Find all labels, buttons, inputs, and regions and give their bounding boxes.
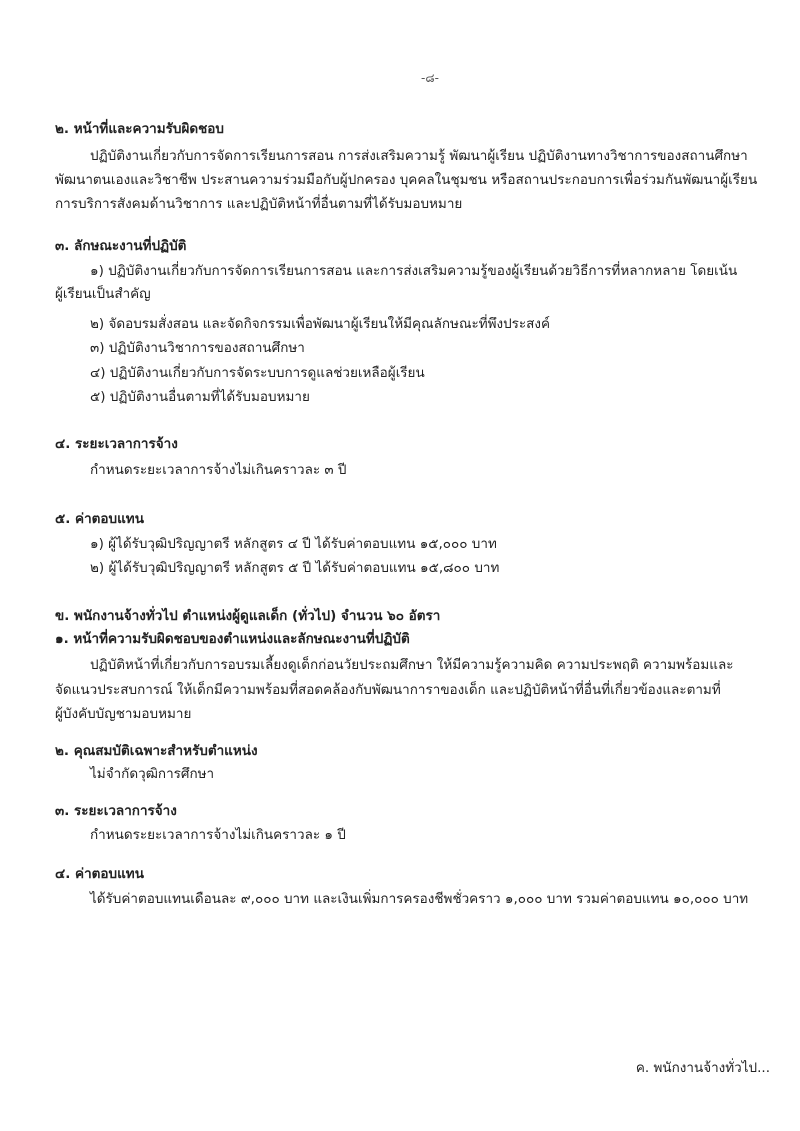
- list-item: ๑) ปฏิบัติงานเกี่ยวกับการจัดการเรียนการสอน และการส่งเสริมความรู้ของผู้เรียนด้วยวิธีการที่หลากหลาย โดยเน้น: [90, 263, 738, 279]
- part-b-3-heading: ๓. ระยะเวลาการจ้าง: [55, 803, 177, 819]
- section-3-heading: ๓. ลักษณะงานที่ปฏิบัติ: [55, 238, 187, 254]
- paragraph-line: ปฏิบัติหน้าที่เกี่ยวกับการอบรมเลี้ยงดูเด็กก่อนวัยประถมศึกษา ให้มีความรู้ความคิด ความประพฤติ ความพร้อมและ: [90, 657, 734, 673]
- page-number: -๘-: [421, 71, 439, 85]
- paragraph-line: กำหนดระยะเวลาการจ้างไม่เกินคราวละ ๓ ปี: [90, 462, 347, 478]
- section-4-heading: ๔. ระยะเวลาการจ้าง: [55, 436, 178, 452]
- paragraph-line: พัฒนาตนเองและวิชาชีพ ประสานความร่วมมือกับผู้ปกครอง บุคคลในชุมชน หรือสถานประกอบการเพื่อร่วมกันพัฒนาผู้เรียน: [55, 172, 758, 188]
- list-item: ๕) ปฏิบัติงานอื่นตามที่ได้รับมอบหมาย: [90, 389, 310, 405]
- list-item: ๒) จัดอบรมสั่งสอน และจัดกิจกรรมเพื่อพัฒนาผู้เรียนให้มีคุณลักษณะที่พึงประสงค์: [90, 316, 551, 332]
- continuation-footer: ค. พนักงานจ้างทั่วไป...: [635, 1060, 770, 1076]
- paragraph-line: การบริการสังคมด้านวิชาการ และปฏิบัติหน้าที่อื่นตามที่ได้รับมอบหมาย: [55, 196, 463, 212]
- list-item: ๑) ผู้ได้รับวุฒิปริญญาตรี หลักสูตร ๔ ปี ได้รับค่าตอบแทน ๑๕,๐๐๐ บาท: [90, 536, 497, 552]
- part-b-4-heading: ๔. ค่าตอบแทน: [55, 866, 144, 882]
- section-2-heading: ๒. หน้าที่และความรับผิดชอบ: [55, 121, 224, 137]
- list-item-continuation: ผู้เรียนเป็นสำคัญ: [55, 286, 151, 302]
- part-b-heading: ข. พนักงานจ้างทั่วไป ตำแหน่งผู้ดูแลเด็ก (ทั่วไป) จำนวน ๖๐ อัตรา: [55, 608, 441, 624]
- list-item: ๒) ผู้ได้รับวุฒิปริญญาตรี หลักสูตร ๕ ปี ได้รับค่าตอบแทน ๑๕,๘๐๐ บาท: [90, 560, 500, 576]
- paragraph-line: จัดแนวประสบการณ์ ให้เด็กมีความพร้อมที่สอดคล้องกับพัฒนาการาของเด็ก และปฏิบัติหน้าที่อื่นที่เกี่ยวข้องและตามที่: [55, 682, 721, 698]
- part-b-2-heading: ๒. คุณสมบัติเฉพาะสำหรับตำแหน่ง: [55, 743, 258, 759]
- paragraph-line: ปฏิบัติงานเกี่ยวกับการจัดการเรียนการสอน การส่งเสริมความรู้ พัฒนาผู้เรียน ปฏิบัติงานทางวิชาการของสถานศึกษา: [90, 148, 748, 164]
- list-item: ๔) ปฏิบัติงานเกี่ยวกับการจัดระบบการดูแลช่วยเหลือผู้เรียน: [90, 365, 425, 381]
- part-b-1-heading: ๑. หน้าที่ความรับผิดชอบของตำแหน่งและลักษณะงานที่ปฏิบัติ: [55, 631, 410, 647]
- section-5-heading: ๕. ค่าตอบแทน: [55, 511, 144, 527]
- paragraph-line: ไม่จำกัดวุฒิการศึกษา: [90, 766, 215, 782]
- paragraph-line: ผู้บังคับบัญชามอบหมาย: [55, 706, 192, 722]
- paragraph-line: ได้รับค่าตอบแทนเดือนละ ๙,๐๐๐ บาท และเงินเพิ่มการครองชีพชั่วคราว ๑,๐๐๐ บาท รวมค่าตอบแทน ๑๐,๐๐๐ บาท: [90, 891, 749, 907]
- list-item: ๓) ปฏิบัติงานวิชาการของสถานศึกษา: [90, 340, 305, 356]
- paragraph-line: กำหนดระยะเวลาการจ้างไม่เกินคราวละ ๑ ปี: [90, 827, 346, 843]
